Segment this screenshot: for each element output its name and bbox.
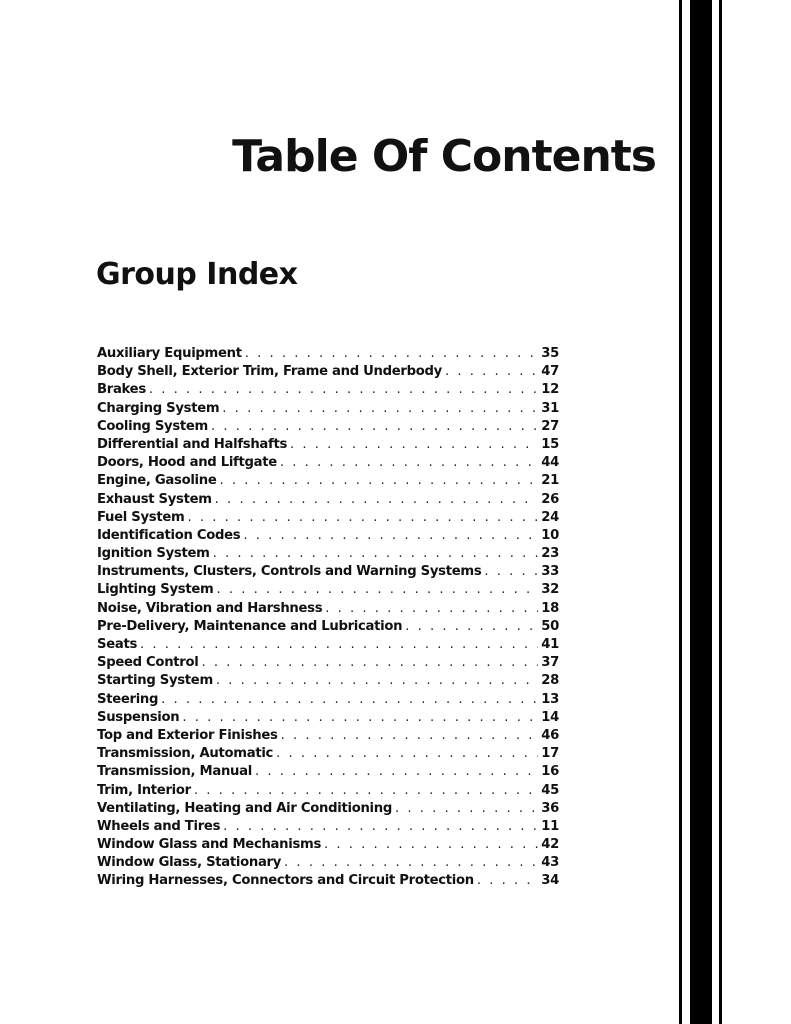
dot-leader [211, 418, 538, 436]
dot-leader [223, 818, 538, 836]
toc-entry-page: 11 [541, 818, 559, 834]
dot-leader [187, 509, 538, 527]
toc-entry-page: 36 [541, 800, 559, 816]
section-title: Group Index [96, 256, 298, 292]
toc-entry-label: Wheels and Tires [97, 818, 221, 834]
group-index-list [97, 345, 559, 891]
toc-entry-label: Brakes [97, 382, 146, 398]
toc-entry-page: 37 [541, 655, 559, 671]
toc-entry[interactable] [97, 727, 559, 745]
toc-entry[interactable] [97, 854, 559, 872]
toc-entry[interactable] [97, 491, 559, 509]
toc-entry-label: Seats [97, 637, 137, 652]
toc-entry-label: Wiring Harnesses, Connectors and Circuit Protection [97, 873, 474, 889]
page-title: Table Of Contents [232, 131, 656, 183]
dot-leader [281, 727, 539, 745]
toc-entry[interactable] [97, 800, 559, 818]
dot-leader [216, 672, 538, 690]
edge-rule-thin-right [719, 0, 722, 1024]
dot-leader [290, 436, 538, 454]
toc-entry-label: Transmission, Automatic [97, 746, 274, 762]
toc-entry-page: 43 [541, 855, 559, 871]
toc-entry-label: Doors, Hood and Liftgate [97, 455, 277, 471]
toc-entry-label: Pre-Delivery, Maintenance and Lubrication [97, 618, 403, 634]
edge-rule-thick [690, 0, 712, 1024]
toc-entry-page: 42 [541, 837, 559, 853]
toc-entry[interactable] [97, 745, 559, 763]
toc-entry-label: Lighting System [97, 582, 214, 598]
toc-entry-page: 16 [541, 764, 559, 780]
dot-leader [182, 709, 538, 727]
toc-entry-label: Ventilating, Heating and Air Conditioning [97, 800, 392, 816]
dot-leader [284, 854, 538, 872]
dot-leader [325, 600, 538, 618]
dot-leader [445, 363, 538, 381]
dot-leader [216, 581, 538, 599]
toc-entry[interactable] [97, 581, 559, 599]
toc-entry-label: Top and Exterior Finishes [97, 727, 278, 743]
toc-entry[interactable] [97, 618, 559, 636]
toc-entry-page: 24 [541, 509, 559, 525]
toc-entry-label: Speed Control [97, 655, 199, 671]
toc-entry-label: Starting System [97, 673, 213, 689]
toc-entry[interactable] [97, 418, 559, 436]
toc-entry-page: 27 [541, 418, 559, 434]
toc-entry[interactable] [97, 636, 559, 654]
toc-entry-page: 13 [541, 691, 559, 707]
dot-leader [477, 872, 538, 890]
toc-entry-page: 28 [541, 673, 559, 689]
toc-entry-page: 34 [541, 873, 559, 889]
toc-entry-label: Ignition System [97, 546, 210, 562]
toc-entry[interactable] [97, 509, 559, 527]
toc-entry[interactable] [97, 381, 559, 399]
toc-entry-page: 23 [541, 546, 559, 562]
toc-entry-page: 12 [541, 382, 559, 398]
toc-entry-label: Engine, Gasoline [97, 473, 217, 489]
toc-entry[interactable] [97, 545, 559, 563]
toc-entry[interactable] [97, 563, 559, 581]
dot-leader [201, 654, 538, 672]
toc-entry-label: Differential and Halfshafts [97, 436, 287, 452]
toc-entry-page: 18 [541, 600, 559, 616]
toc-entry[interactable] [97, 709, 559, 727]
toc-entry[interactable] [97, 836, 559, 854]
dot-leader [243, 527, 538, 545]
toc-entry-page: 14 [541, 709, 559, 725]
toc-entry-label: Window Glass, Stationary [97, 855, 282, 871]
toc-entry-page: 17 [541, 746, 559, 762]
toc-entry-label: Body Shell, Exterior Trim, Frame and Underbody [97, 364, 442, 380]
dot-leader [280, 454, 538, 472]
toc-entry[interactable] [97, 527, 559, 545]
toc-entry[interactable] [97, 454, 559, 472]
toc-entry[interactable] [97, 345, 559, 363]
toc-entry[interactable] [97, 782, 559, 800]
dot-leader [324, 836, 538, 854]
dot-leader [395, 800, 538, 818]
toc-entry-page: 31 [541, 400, 559, 416]
toc-entry-label: Exhaust System [97, 491, 212, 507]
dot-leader [220, 472, 539, 490]
dot-leader [161, 691, 538, 709]
toc-entry[interactable] [97, 818, 559, 836]
dot-leader [245, 345, 539, 363]
toc-entry-page: 46 [541, 727, 559, 743]
toc-entry-label: Transmission, Manual [97, 764, 252, 780]
toc-entry[interactable] [97, 363, 559, 381]
toc-entry-label: Steering [97, 691, 159, 707]
toc-entry[interactable] [97, 691, 559, 709]
toc-entry-page: 10 [541, 527, 559, 543]
toc-entry-page: 26 [541, 491, 559, 507]
toc-entry[interactable] [97, 654, 559, 672]
toc-entry-page: 15 [541, 436, 559, 452]
toc-entry-page: 32 [541, 582, 559, 598]
toc-entry-label: Cooling System [97, 418, 208, 434]
toc-entry[interactable] [97, 672, 559, 690]
toc-entry-label: Trim, Interior [97, 782, 191, 798]
toc-entry-label: Window Glass and Mechanisms [97, 837, 322, 853]
toc-entry-page: 21 [541, 473, 559, 489]
toc-entry-label: Identification Codes [97, 527, 241, 543]
dot-leader [405, 618, 538, 636]
toc-entry-page: 44 [541, 455, 559, 471]
dot-leader [194, 782, 538, 800]
toc-entry-label: Auxiliary Equipment [97, 346, 242, 361]
edge-rule-thin-left [679, 0, 682, 1024]
toc-entry[interactable] [97, 872, 559, 890]
toc-entry-label: Instruments, Clusters, Controls and Warning Systems [97, 564, 482, 580]
dot-leader [255, 763, 538, 781]
dot-leader [140, 636, 538, 654]
dot-leader [484, 563, 538, 581]
toc-entry[interactable] [97, 400, 559, 418]
dot-leader [213, 545, 539, 563]
toc-entry-page: 45 [541, 782, 559, 798]
toc-entry[interactable] [97, 472, 559, 490]
toc-entry-label: Suspension [97, 709, 180, 725]
dot-leader [215, 491, 539, 509]
toc-entry-label: Charging System [97, 400, 220, 416]
dot-leader [222, 400, 538, 418]
toc-entry[interactable] [97, 600, 559, 618]
toc-entry-page: 50 [541, 618, 559, 634]
toc-entry-page: 47 [541, 364, 559, 380]
toc-entry[interactable] [97, 436, 559, 454]
toc-entry-label: Fuel System [97, 509, 185, 525]
dot-leader [149, 381, 538, 399]
toc-entry-page: 33 [541, 564, 559, 580]
toc-entry[interactable] [97, 763, 559, 781]
toc-entry-label: Noise, Vibration and Harshness [97, 600, 323, 616]
toc-entry-page: 41 [541, 637, 559, 652]
dot-leader [276, 745, 538, 763]
toc-entry-page: 35 [541, 346, 559, 361]
